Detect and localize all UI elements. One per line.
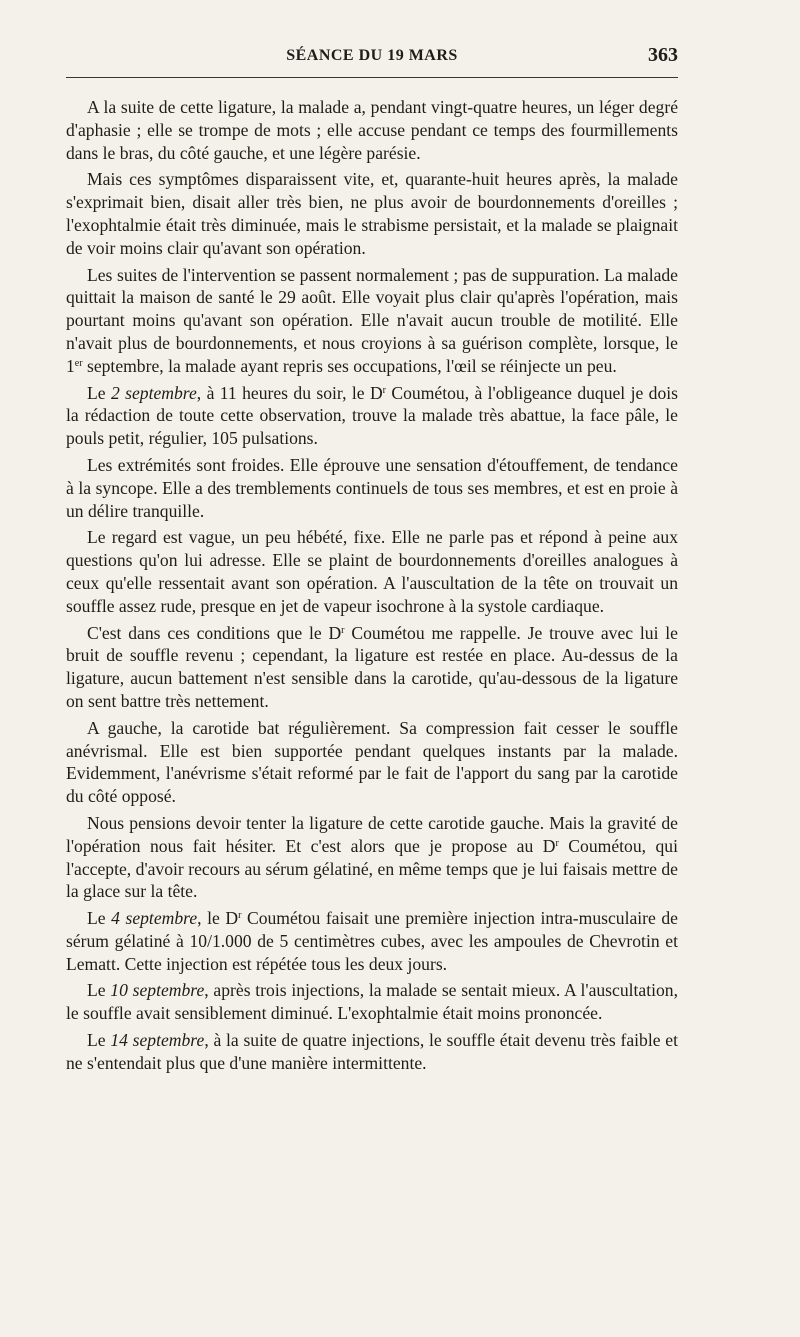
date-emphasis: 2 septembre [110,382,197,403]
paragraph: Le 14 septembre, à la suite de quatre injections, le souffle était devenu très faible et ne s'entendait plus que d'une manière intermittente. [66,1030,678,1073]
superscript: r [555,837,559,849]
superscript: er [74,357,83,369]
date-emphasis: 4 septembre [111,908,198,929]
paragraph: Le 10 septembre, après trois injections, la malade se sentait mieux. A l'auscultation, le souffle avait sensiblement diminué. L'exophtalmie était moins prononcée. [66,980,678,1024]
superscript: r [341,624,345,636]
page-number: 363 [648,44,678,66]
paragraph: Les extrémités sont froides. Elle éprouve une sensation d'étouffement, de tendance à la syncope. Elle a des tremblements continuels de tous ses membres, et est en proie à un délire tranquille. [66,454,678,521]
paragraph: A gauche, la carotide bat régulièrement. Sa compression fait cesser le souffle anévrismal. Elle est bien supportée pendant quelques instants par la malade. Evidemment, l'anévrisme s'était reformé par le fait de l'apport du sang par la carotide du côté opposé. [66,717,678,807]
paragraph: A la suite de cette ligature, la malade a, pendant vingt-quatre heures, un léger degré d'aphasie ; elle se trompe de mots ; elle accuse pendant ce temps des fourmillements dans le bras, du côté gauche, et une légère parésie. [66,97,678,163]
running-header [66,44,678,74]
paragraph: Le 2 septembre, à 11 heures du soir, le $D^r$ Coumétou, à l'obligeance duquel je dois la rédaction de toute cette observation, trouve la malade très abattue, la face pâle, le pouls petit, régulier, 105 pulsations. [66,382,678,449]
date-emphasis: 14 septembre [110,1030,205,1051]
body-text [66,96,678,1079]
superscript: r [238,910,242,922]
paragraph: Le 4 septembre, le $D^r$ Coumétou faisait une première injection intra-musculaire de sérum gélatiné à 10/1.000 de 5 centimètres cubes, avec les ampoules de Chevrotin et Lematt. Cette injection est répétée tous les deux jours. [66,908,678,974]
paragraph: Mais ces symptômes disparaissent vite, et, quarante-huit heures après, la malade s'exprimait bien, disait aller très bien, ne plus avoir de bourdonnements d'oreilles ; l'exophtalmie était très diminuée, mais le strabisme persistait, et la malade se plaignait de voir moins clair qu'avant son opération. [66,169,678,258]
paragraph: Les suites de l'intervention se passent normalement ; pas de suppuration. La malade quittait la maison de santé le 29 août. Elle voyait plus clair qu'après l'opération, mais pourtant moins qu'avant son opération. Elle n'avait aucun trouble de motilité. Elle n'avait plus de bourdonnements, et nous croyions à sa guérison complète, lorsque, le 1er septembre, la malade ayant repris ses occupations, l'œil se réinjecte un peu. [66,264,678,376]
header-rule [66,77,678,78]
date-emphasis: 10 septembre [110,980,205,1001]
superscript: r [382,384,386,396]
paragraph: Nous pensions devoir tenter la ligature de cette carotide gauche. Mais la gravité de l'opération nous fait hésiter. Et c'est alors que je propose au $D^r$ Coumétou, qui l'accepte, d'avoir recours au sérum gélatiné, en même temps que je lui faisais mettre de la glace sur la tête. [66,812,678,902]
paragraph: Le regard est vague, un peu hébété, fixe. Elle ne parle pas et répond à peine aux questions qu'on lui adresse. Elle se plaint de bourdonnements d'oreilles analogues à ceux qu'elle ressentait avant son opération. A l'auscultation de la tête on trouvait un souffle assez rude, presque en jet de vapeur isochrone à la systole cardiaque. [66,527,678,616]
header-title: SÉANCE DU 19 MARS [286,47,458,64]
paragraph: C'est dans ces conditions que le $D^r$ Coumétou me rappelle. Je trouve avec lui le bruit de souffle revenu ; cependant, la ligature est restée en place. Au-dessus de la ligature, aucun battement n'est sensible dans la carotide, qu'au-dessous de la ligature on sent battre très nettement. [66,622,678,711]
